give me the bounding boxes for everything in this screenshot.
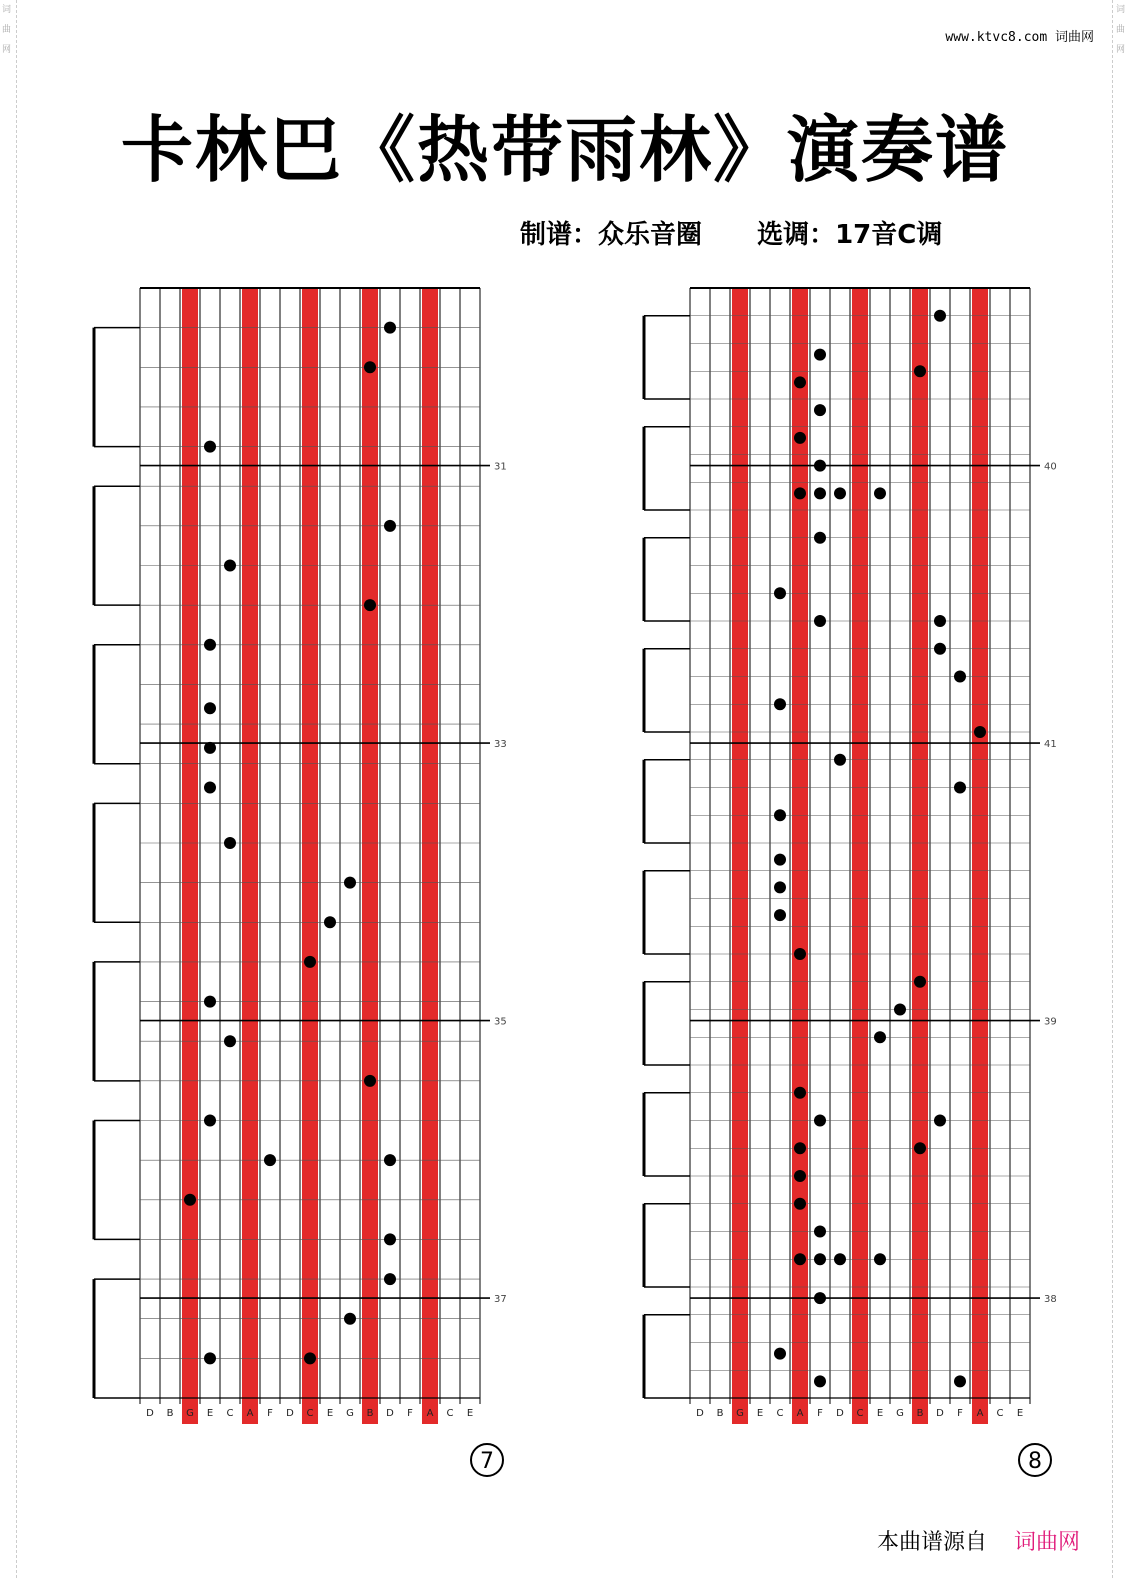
note-dot [794,1170,806,1182]
note-dot [814,1375,826,1387]
note-dot [974,726,986,738]
note-dot [774,698,786,710]
tine-label: B [716,1408,724,1419]
tine-label: C [306,1408,314,1419]
note-dot [834,754,846,766]
note-dot [914,976,926,988]
tine-label: G [186,1408,194,1419]
tine-label: D [936,1408,944,1419]
note-dot [384,1154,396,1166]
red-tine [302,288,318,1424]
tine-label: B [366,1408,374,1419]
tine-label: C [996,1408,1004,1419]
red-tine [972,288,988,1424]
tine-label: E [466,1408,474,1419]
note-dot [834,487,846,499]
right-watermark: 词曲网 [1116,5,1126,55]
note-dot [874,1253,886,1265]
note-dot [934,1115,946,1127]
tine-label: F [407,1408,413,1419]
tine-label: D [836,1408,844,1419]
note-dot [794,432,806,444]
note-dot [894,1004,906,1016]
note-dot [794,1087,806,1099]
measure-number: 35 [494,1016,507,1028]
note-dot [794,376,806,388]
tine-label: F [267,1408,273,1419]
tine-label: E [876,1408,884,1419]
note-dot [224,560,236,572]
note-dot [934,615,946,627]
note-dot [204,441,216,453]
note-dot [814,532,826,544]
note-dot [814,1115,826,1127]
note-dot [204,1352,216,1364]
arranger-credit: 制谱：众乐音圈 [520,220,703,250]
note-dot [224,837,236,849]
note-dot [344,877,356,889]
red-tine [422,288,438,1424]
measure-number: 31 [494,461,507,473]
red-tine [182,288,198,1424]
left-watermark: 词曲网 [2,5,12,55]
note-dot [874,487,886,499]
note-dot [814,404,826,416]
note-dot [934,310,946,322]
red-tine [242,288,258,1424]
tine-label: B [916,1408,924,1419]
red-tine [852,288,868,1424]
note-dot [384,520,396,532]
note-dot [184,1194,196,1206]
note-dot [954,782,966,794]
note-dot [914,365,926,377]
note-dot [204,1115,216,1127]
tine-label: G [736,1408,744,1419]
measure-number: 41 [1044,739,1057,751]
note-dot [874,1031,886,1043]
note-dot [324,916,336,928]
tine-label: F [957,1408,963,1419]
brand-link[interactable]: 词曲网 [1013,1530,1080,1555]
note-dot [814,615,826,627]
note-dot [204,996,216,1008]
tine-label: D [146,1408,154,1419]
note-dot [934,643,946,655]
red-tine [732,288,748,1424]
note-dot [304,956,316,968]
tine-label: G [346,1408,354,1419]
note-dot [914,1142,926,1154]
note-dot [814,349,826,361]
note-dot [204,702,216,714]
page-number: 7 [480,1449,494,1474]
note-dot [814,487,826,499]
measure-number: 37 [494,1294,507,1306]
note-dot [344,1313,356,1325]
tine-label: B [166,1408,174,1419]
tine-label: A [246,1408,254,1419]
note-dot [364,361,376,373]
note-dot [774,809,786,821]
note-dot [364,1075,376,1087]
tine-label: A [426,1408,434,1419]
source-label: 本曲谱源自 [876,1530,987,1555]
note-dot [794,1253,806,1265]
note-dot [384,1233,396,1245]
note-dot [814,1226,826,1238]
tine-label: C [776,1408,784,1419]
note-dot [204,782,216,794]
note-dot [954,1375,966,1387]
tine-label: E [326,1408,334,1419]
note-dot [224,1035,236,1047]
note-dot [794,948,806,960]
tine-label: C [856,1408,864,1419]
note-dot [814,1292,826,1304]
tine-label: A [976,1408,984,1419]
note-dot [304,1352,316,1364]
note-dot [774,1348,786,1360]
note-dot [794,1198,806,1210]
tine-label: A [796,1408,804,1419]
key-credit: 选调：17音C调 [757,220,943,250]
note-dot [794,1142,806,1154]
tine-label: F [817,1408,823,1419]
page-number: 8 [1028,1449,1042,1474]
note-dot [204,639,216,651]
measure-number: 38 [1044,1294,1057,1306]
note-dot [264,1154,276,1166]
tine-label: E [206,1408,214,1419]
measure-number: 39 [1044,1016,1057,1028]
note-dot [364,599,376,611]
tine-label: D [696,1408,704,1419]
note-dot [204,742,216,754]
note-dot [774,909,786,921]
tine-label: C [226,1408,234,1419]
tine-label: E [1016,1408,1024,1419]
tine-label: D [286,1408,294,1419]
tine-label: C [446,1408,454,1419]
tine-label: E [756,1408,764,1419]
note-dot [814,1253,826,1265]
measure-number: 40 [1044,461,1057,473]
note-dot [794,487,806,499]
note-dot [774,854,786,866]
site-url[interactable]: www.ktvc8.com 词曲网 [945,30,1094,45]
note-dot [774,881,786,893]
note-dot [384,1273,396,1285]
note-dot [834,1253,846,1265]
note-dot [774,587,786,599]
note-dot [954,671,966,683]
tine-label: D [386,1408,394,1419]
red-tine [912,288,928,1424]
note-dot [814,460,826,472]
tine-label: G [896,1408,904,1419]
page-title: 卡林巴《热带雨林》演奏谱 [120,108,1009,192]
footer [877,1525,1080,1556]
note-dot [384,322,396,334]
red-tine [362,288,378,1424]
measure-number: 33 [494,739,507,751]
